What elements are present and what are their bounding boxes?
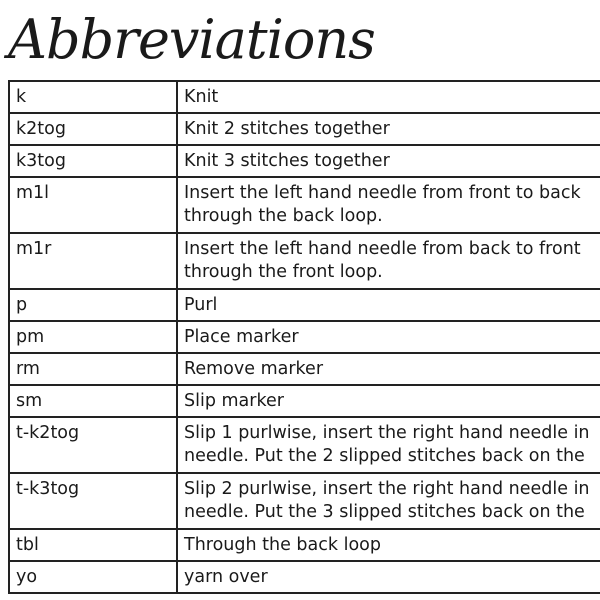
table-row: [9, 473, 600, 529]
meaning-cell: Insert the left hand needle from back to front through the front loop.: [177, 233, 600, 289]
abbreviation-cell: t-k3tog: [9, 473, 177, 529]
meaning-cell: Knit 2 stitches together: [177, 113, 600, 145]
meaning-cell: Through the back loop: [177, 529, 600, 561]
table-row: [9, 145, 600, 177]
table-row: [9, 561, 600, 593]
table-row: [9, 113, 600, 145]
table-row: [9, 233, 600, 289]
abbreviation-cell: pm: [9, 321, 177, 353]
abbreviation-cell: t-k2tog: [9, 417, 177, 473]
meaning-cell: Knit 3 stitches together: [177, 145, 600, 177]
abbreviation-cell: m1r: [9, 233, 177, 289]
table-row: [9, 289, 600, 321]
meaning-cell: Knit: [177, 81, 600, 113]
meaning-cell: Insert the left hand needle from front to back through the back loop.: [177, 177, 600, 233]
page-title: Abbreviations: [8, 8, 375, 71]
table-row: [9, 177, 600, 233]
abbreviation-cell: p: [9, 289, 177, 321]
abbreviation-cell: yo: [9, 561, 177, 593]
meaning-cell: Slip 2 purlwise, insert the right hand needle in needle. Put the 3 slipped stitches back on the: [177, 473, 600, 529]
meaning-cell: Place marker: [177, 321, 600, 353]
abbreviation-cell: k3tog: [9, 145, 177, 177]
table-row: [9, 385, 600, 417]
meaning-cell: Remove marker: [177, 353, 600, 385]
table-row: [9, 81, 600, 113]
table-row: [9, 321, 600, 353]
abbreviation-cell: m1l: [9, 177, 177, 233]
abbreviation-cell: k2tog: [9, 113, 177, 145]
abbreviation-cell: tbl: [9, 529, 177, 561]
abbreviations-table: [8, 80, 600, 594]
table-row: [9, 353, 600, 385]
meaning-cell: Slip marker: [177, 385, 600, 417]
abbreviation-cell: sm: [9, 385, 177, 417]
abbreviation-cell: rm: [9, 353, 177, 385]
table-row: [9, 417, 600, 473]
table-row: [9, 529, 600, 561]
meaning-cell: Slip 1 purlwise, insert the right hand needle in needle. Put the 2 slipped stitches back on the: [177, 417, 600, 473]
meaning-cell: Purl: [177, 289, 600, 321]
meaning-cell: yarn over: [177, 561, 600, 593]
abbreviation-cell: k: [9, 81, 177, 113]
